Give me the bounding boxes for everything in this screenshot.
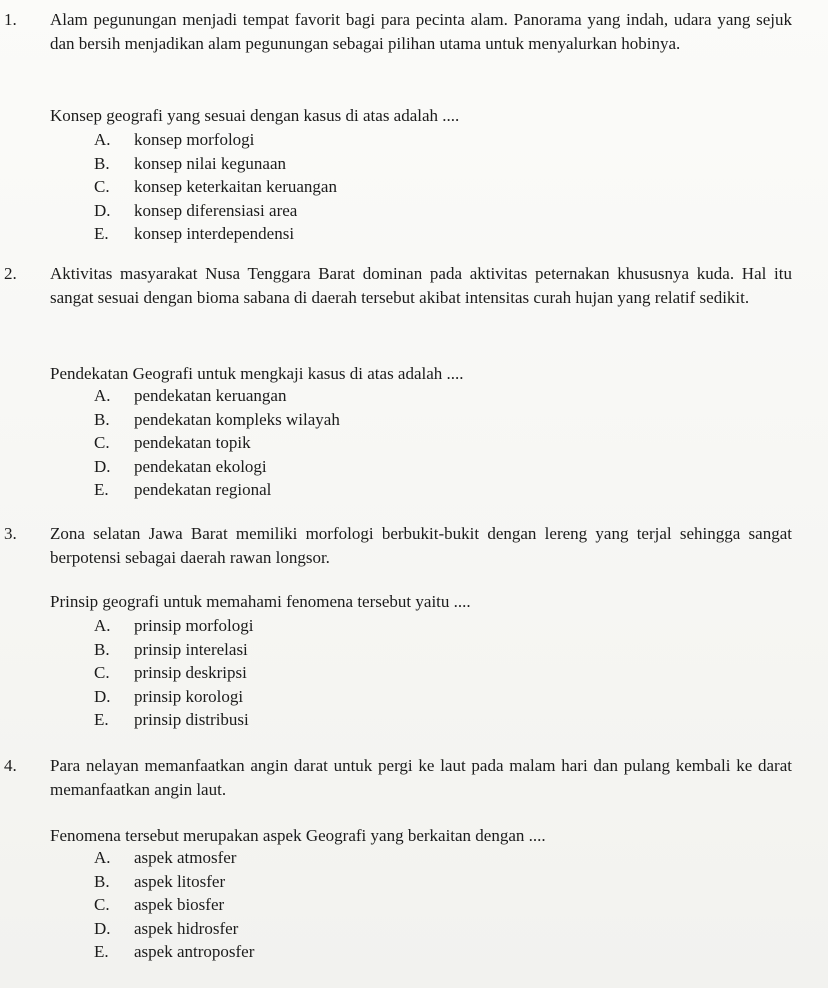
question-prompt: Pendekatan Geografi untuk mengkaji kasus di atas adalah .... bbox=[50, 364, 464, 383]
option-letter: A. bbox=[94, 848, 111, 867]
option-text: pendekatan ekologi bbox=[134, 456, 267, 476]
option-c[interactable] bbox=[94, 431, 340, 455]
option-c[interactable] bbox=[94, 175, 337, 199]
option-b[interactable] bbox=[94, 870, 254, 894]
option-c[interactable] bbox=[94, 893, 254, 917]
question-stem: Para nelayan memanfaatkan angin darat untuk pergi ke laut pada malam hari dan pulang kembali ke darat memanfaatkan angin laut. bbox=[50, 756, 792, 799]
option-text: pendekatan regional bbox=[134, 480, 272, 500]
option-e[interactable] bbox=[94, 708, 253, 732]
option-text: aspek antroposfer bbox=[134, 942, 255, 962]
option-letter: A. bbox=[94, 130, 111, 149]
option-e[interactable] bbox=[94, 940, 254, 964]
answer-options bbox=[94, 384, 340, 502]
option-e[interactable] bbox=[94, 478, 340, 502]
question-number: 1. bbox=[4, 10, 17, 29]
question-stem: Zona selatan Jawa Barat memiliki morfologi berbukit-bukit dengan lereng yang terjal sehingga sangat berpotensi sebagai daerah rawan longsor. bbox=[50, 524, 792, 567]
question-prompt: Konsep geografi yang sesuai dengan kasus di atas adalah .... bbox=[50, 106, 460, 125]
question-prompt: Fenomena tersebut merupakan aspek Geografi yang berkaitan dengan .... bbox=[50, 826, 546, 845]
option-letter: C. bbox=[94, 177, 110, 197]
option-text: pendekatan keruangan bbox=[134, 386, 287, 405]
option-letter: C. bbox=[94, 433, 110, 453]
option-text: aspek litosfer bbox=[134, 871, 226, 891]
option-text: konsep diferensiasi area bbox=[134, 200, 298, 220]
option-letter: C. bbox=[94, 895, 110, 915]
option-text: prinsip deskripsi bbox=[134, 663, 247, 683]
option-b[interactable] bbox=[94, 408, 340, 432]
option-b[interactable] bbox=[94, 152, 337, 176]
option-text: aspek biosfer bbox=[134, 895, 225, 915]
option-letter: D. bbox=[94, 456, 111, 476]
option-c[interactable] bbox=[94, 661, 253, 685]
option-letter: B. bbox=[94, 639, 110, 659]
question-prompt: Prinsip geografi untuk memahami fenomena tersebut yaitu .... bbox=[50, 592, 471, 611]
option-text: aspek atmosfer bbox=[134, 848, 237, 867]
option-letter: E. bbox=[94, 710, 109, 730]
question-number: 4. bbox=[4, 756, 17, 775]
option-text: konsep keterkaitan keruangan bbox=[134, 177, 337, 197]
question-stem: Aktivitas masyarakat Nusa Tenggara Barat dominan pada aktivitas peternakan khususnya kuda. Hal itu sangat sesuai dengan bioma sabana di daerah tersebut akibat intensitas curah hujan yang relatif sedikit. bbox=[50, 264, 792, 307]
option-letter: D. bbox=[94, 686, 111, 706]
option-letter: B. bbox=[94, 409, 110, 429]
option-text: konsep morfologi bbox=[134, 130, 255, 149]
option-a[interactable] bbox=[94, 614, 253, 638]
option-text: prinsip morfologi bbox=[134, 616, 254, 635]
option-a[interactable] bbox=[94, 846, 254, 870]
question-number: 3. bbox=[4, 524, 17, 543]
option-text: konsep interdependensi bbox=[134, 224, 295, 244]
answer-options bbox=[94, 614, 253, 732]
option-letter: A. bbox=[94, 386, 111, 405]
option-letter: C. bbox=[94, 663, 110, 683]
option-letter: A. bbox=[94, 616, 111, 635]
option-text: konsep nilai kegunaan bbox=[134, 153, 287, 173]
question-stem: Alam pegunungan menjadi tempat favorit bagi para pecinta alam. Panorama yang indah, udara yang sejuk dan bersih menjadikan alam pegunungan sebagai pilihan utama untuk menyalurkan hobinya. bbox=[50, 10, 792, 53]
option-text: prinsip korologi bbox=[134, 686, 244, 706]
option-d[interactable] bbox=[94, 917, 254, 941]
option-text: prinsip distribusi bbox=[134, 710, 249, 730]
question-number: 2. bbox=[4, 264, 17, 283]
option-b[interactable] bbox=[94, 638, 253, 662]
option-text: prinsip interelasi bbox=[134, 639, 248, 659]
option-d[interactable] bbox=[94, 199, 337, 223]
option-letter: E. bbox=[94, 480, 109, 500]
option-text: aspek hidrosfer bbox=[134, 918, 239, 938]
option-a[interactable] bbox=[94, 384, 340, 408]
option-letter: E. bbox=[94, 942, 109, 962]
option-text: pendekatan kompleks wilayah bbox=[134, 409, 340, 429]
answer-options bbox=[94, 128, 337, 246]
option-letter: B. bbox=[94, 153, 110, 173]
option-letter: E. bbox=[94, 224, 109, 244]
option-d[interactable] bbox=[94, 455, 340, 479]
option-text: pendekatan topik bbox=[134, 433, 251, 453]
answer-options bbox=[94, 846, 254, 964]
option-a[interactable] bbox=[94, 128, 337, 152]
option-letter: D. bbox=[94, 918, 111, 938]
option-e[interactable] bbox=[94, 222, 337, 246]
option-letter: B. bbox=[94, 871, 110, 891]
option-d[interactable] bbox=[94, 685, 253, 709]
option-letter: D. bbox=[94, 200, 111, 220]
